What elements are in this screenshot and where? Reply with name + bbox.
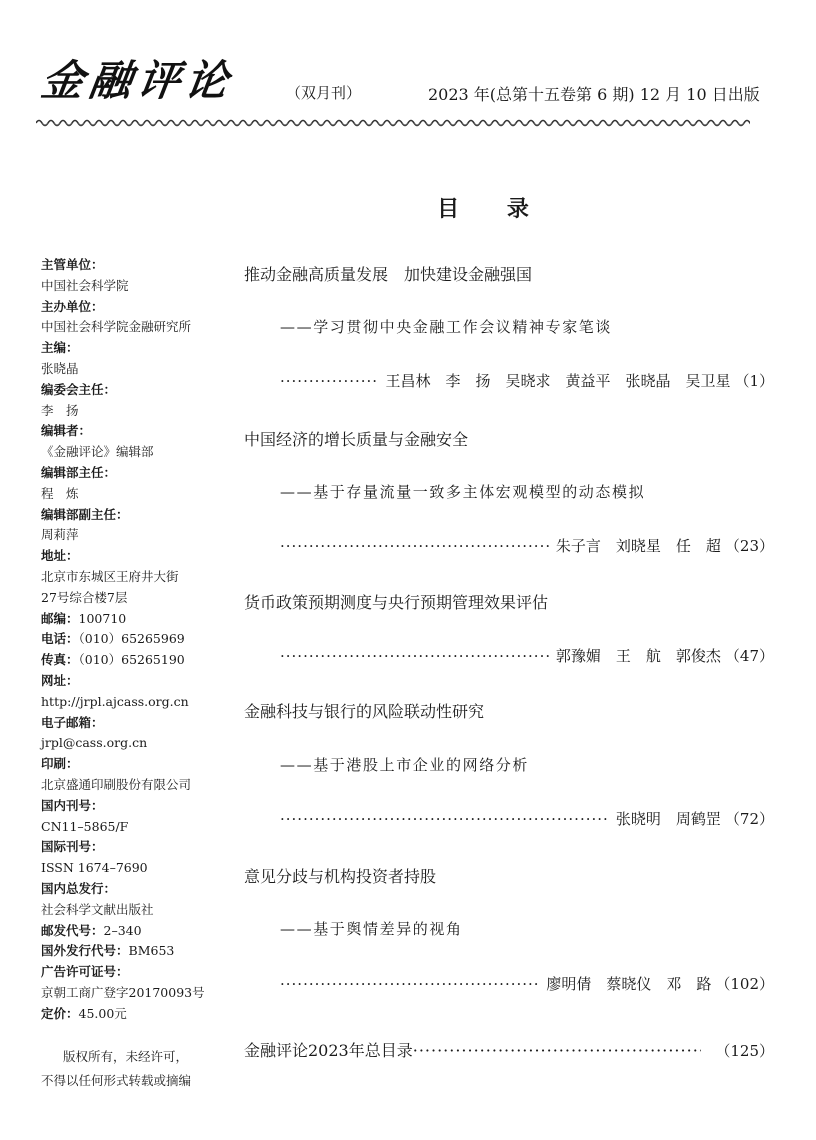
annual-index-page-number: （125） (715, 1042, 774, 1060)
sidebar-row (41, 609, 241, 630)
sidebar-label: 电子邮箱： (41, 714, 104, 730)
leader-dots (280, 372, 379, 390)
sidebar-label: 编辑者： (41, 423, 92, 439)
sidebar-label: 编辑部主任： (41, 464, 117, 480)
leader-dots (280, 810, 610, 828)
leader-dots (413, 1041, 702, 1060)
sidebar-label: 地址： (41, 548, 79, 564)
sidebar-label: 主编： (41, 340, 79, 356)
publication-frequency: （双月刊） (286, 84, 362, 102)
sidebar-row (41, 650, 241, 671)
article-authors: 郭豫媚 王 航 郭俊杰 (555, 647, 721, 665)
sidebar-label: 广告许可证号： (41, 964, 129, 980)
decorative-divider (36, 117, 750, 129)
sidebar-value: BM653 (128, 943, 175, 959)
sidebar-row (41, 941, 241, 962)
sidebar-label: 主管单位： (41, 257, 104, 272)
article-page-number[interactable]: （1） (734, 372, 774, 390)
article-byline (280, 535, 774, 556)
sidebar-value: （010）65265190 (78, 652, 185, 668)
sidebar-label: 邮发代号： (41, 922, 104, 938)
sidebar-value: （010）65265969 (78, 631, 185, 647)
article-title[interactable]: 意见分歧与机构投资者持股 (244, 867, 437, 886)
article-byline (280, 973, 774, 994)
sidebar-value: 中国社会科学院金融研究所 (41, 319, 192, 335)
sidebar-row (41, 1004, 241, 1025)
annual-index-title: 金融评论2023年总目录 (244, 1041, 413, 1060)
article-byline (280, 808, 774, 829)
sidebar-value: 程 炼 (41, 485, 79, 501)
sidebar-label: 电话： (41, 631, 79, 647)
sidebar-value: 27号综合楼7层 (41, 589, 128, 605)
sidebar-label: 编委会主任： (41, 381, 117, 397)
article-page-number[interactable]: （102） (715, 975, 774, 993)
sidebar-value: 周莉萍 (41, 527, 79, 543)
sidebar-value: 2–340 (103, 922, 142, 938)
copyright-notice (41, 1045, 221, 1093)
sidebar-label: 传真： (41, 652, 79, 668)
sidebar-label: 主办单位： (41, 298, 104, 314)
article-title[interactable]: 中国经济的增长质量与金融安全 (244, 430, 469, 449)
sidebar-row (41, 921, 241, 942)
article-authors: 王昌林 李 扬 吴晓求 黄益平 张晓晶 吴卫星 (385, 372, 731, 390)
sidebar-value: ISSN 1674–7690 (41, 860, 148, 876)
sidebar-value: 李 扬 (41, 402, 79, 418)
sidebar-label: 印刷： (41, 756, 79, 772)
masthead (36, 48, 796, 108)
article-byline (280, 645, 774, 666)
sidebar-value: jrpl@cass.org.cn (41, 735, 148, 751)
leader-dots (280, 975, 540, 993)
article-subtitle: ——学习贯彻中央金融工作会议精神专家笔谈 (280, 318, 613, 336)
sidebar-label: 国外发行代号： (41, 943, 129, 959)
sidebar-value: 北京市东城区王府井大街 (41, 568, 179, 584)
sidebar-value: 100710 (78, 610, 127, 626)
article-authors: 张晓明 周鹤罡 (615, 810, 721, 828)
article-page-number[interactable]: （72） (724, 810, 774, 828)
sidebar-label: 国际刊号： (41, 839, 104, 855)
article-title[interactable]: 推动金融高质量发展 加快建设金融强国 (244, 265, 533, 284)
leader-dots (280, 537, 550, 555)
article-page-number[interactable]: （23） (724, 537, 774, 555)
sidebar-label: 编辑部副主任： (41, 506, 129, 522)
sidebar-value: 《金融评论》编辑部 (41, 444, 154, 460)
masthead-info-sidebar (41, 255, 241, 1024)
sidebar-row (41, 629, 241, 650)
sidebar-value: 张晓晶 (41, 360, 79, 376)
toc-title: 目 录 (437, 197, 549, 222)
leader-dots (280, 647, 550, 665)
sidebar-value: 北京盛通印刷股份有限公司 (41, 776, 192, 792)
article-byline (280, 370, 774, 391)
sidebar-value: CN11–5865/F (41, 818, 129, 834)
article-authors: 廖明倩 蔡晓仪 邓 路 (546, 975, 712, 993)
annual-index-entry[interactable] (244, 1038, 774, 1061)
sidebar-value: 社会科学文献出版社 (41, 901, 154, 917)
sidebar-value: 京朝工商广登字20170093号 (41, 984, 205, 1000)
ornament-wave (42, 123, 744, 125)
sidebar-value: 45.00元 (78, 1005, 127, 1021)
sidebar-label: 国内刊号： (41, 797, 104, 813)
sidebar-label: 网址： (41, 672, 79, 688)
article-subtitle: ——基于存量流量一致多主体宏观模型的动态模拟 (280, 483, 646, 501)
sidebar-value: 中国社会科学院 (41, 277, 129, 293)
sidebar-label: 邮编： (41, 610, 79, 626)
sidebar-label: 国内总发行： (41, 880, 117, 896)
copyright-line: 不得以任何形式转载或摘编 (41, 1073, 192, 1088)
copyright-line: 版权所有，未经许可， (63, 1049, 189, 1064)
article-page-number[interactable]: （47） (724, 647, 774, 665)
issue-info: 2023 年(总第十五卷第 6 期) 12 月 10 日出版 (428, 85, 760, 104)
sidebar-value: http://jrpl.ajcass.org.cn (41, 693, 189, 709)
article-subtitle: ——基于港股上市企业的网络分析 (280, 756, 530, 774)
sidebar-label: 定价： (41, 1005, 79, 1021)
article-authors: 朱子言 刘晓星 任 超 (555, 537, 721, 555)
article-title[interactable]: 货币政策预期测度与央行预期管理效果评估 (244, 593, 549, 612)
journal-logo: 金融评论 (38, 56, 238, 105)
article-subtitle: ——基于舆情差异的视角 (280, 920, 463, 938)
article-title[interactable]: 金融科技与银行的风险联动性研究 (244, 702, 485, 721)
